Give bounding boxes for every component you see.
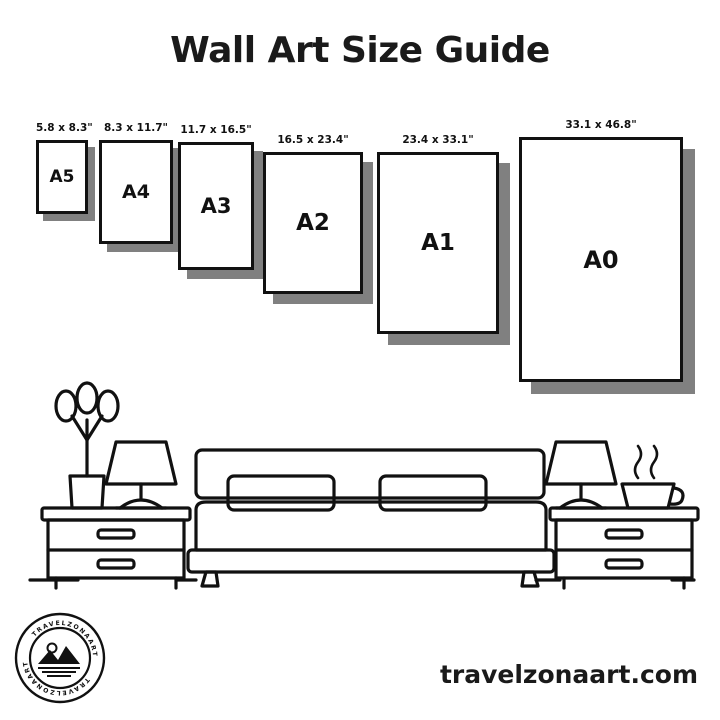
flower-vase-decor: [56, 383, 118, 508]
frame-a3[interactable]: [178, 142, 254, 270]
frame-group-a5[interactable]: [36, 122, 93, 214]
frame-a1[interactable]: [377, 152, 499, 334]
frame-group-a3[interactable]: [178, 124, 254, 270]
website-url[interactable]: travelzonaart.com: [439, 660, 698, 689]
bed: [188, 450, 554, 586]
frame-dimension-a4: 8.3 x 11.7": [103, 122, 169, 134]
frame-a2[interactable]: [263, 152, 363, 294]
page-title: Wall Art Size Guide: [170, 30, 550, 71]
frame-label-a2: A2: [296, 209, 330, 236]
frame-group-a1[interactable]: [377, 134, 499, 334]
frame-label-a1: A1: [421, 229, 455, 256]
bedroom-scene-illustration: [0, 380, 720, 600]
frame-group-a2[interactable]: [263, 134, 363, 294]
right-nightstand: [550, 508, 698, 588]
left-table-lamp: [106, 442, 176, 508]
frame-label-a0: A0: [583, 245, 619, 274]
frame-size-row: [0, 110, 720, 400]
frame-a4[interactable]: [99, 140, 173, 244]
frame-dimension-a5: 5.8 x 8.3": [36, 122, 93, 134]
logo-text-top: TRAVELZONAART: [30, 619, 99, 658]
frame-label-a3: A3: [200, 193, 232, 218]
brand-logo: [14, 612, 106, 704]
frame-a0[interactable]: [519, 137, 683, 382]
coffee-cup-decor: [622, 446, 683, 508]
frame-dimension-a1: 23.4 x 33.1": [402, 134, 474, 146]
right-table-lamp: [546, 442, 616, 508]
frame-dimension-a2: 16.5 x 23.4": [277, 134, 349, 146]
frame-group-a4[interactable]: [99, 122, 173, 244]
frame-a5[interactable]: [36, 140, 88, 214]
frame-label-a4: A4: [122, 180, 150, 203]
left-nightstand: [42, 508, 190, 588]
frame-label-a5: A5: [49, 166, 75, 187]
frame-dimension-a3: 11.7 x 16.5": [180, 124, 252, 136]
frame-dimension-a0: 33.1 x 46.8": [565, 119, 637, 131]
frame-group-a0[interactable]: [519, 119, 683, 382]
logo-text-bottom: TRAVELZONAART: [22, 660, 91, 697]
